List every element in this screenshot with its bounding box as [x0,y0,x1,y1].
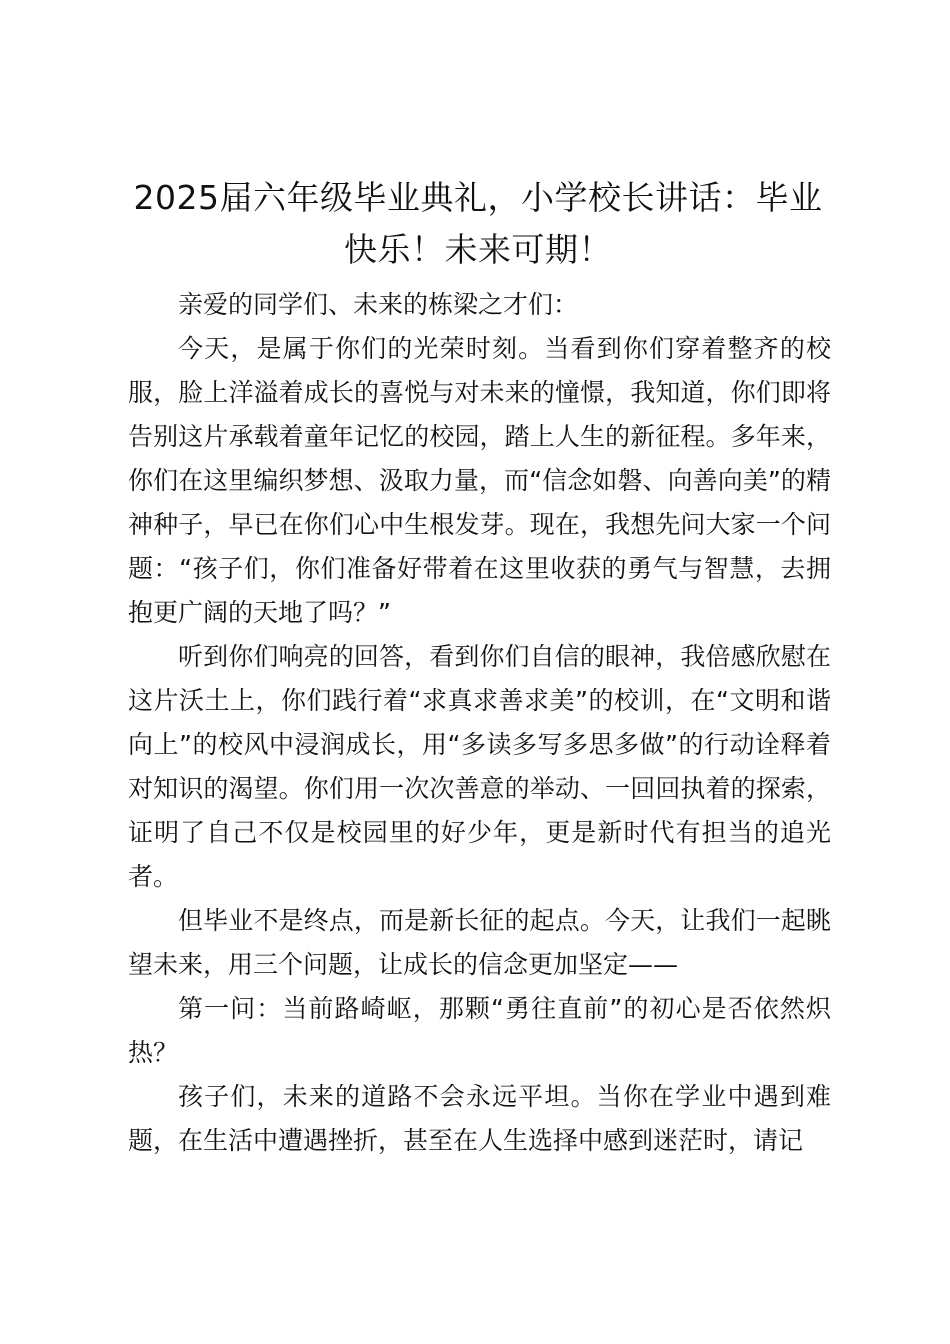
paragraph-advice: 孩子们，未来的道路不会永远平坦。当你在学业中遇到难题，在生活中遭遇挫折，甚至在人生选择中感到迷茫时，请记 [128,1082,831,1155]
paragraph-transition: 但毕业不是终点，而是新长征的起点。今天，让我们一起眺望未来，用三个问题，让成长的信念更加坚定—— [128,906,831,979]
paragraph-first-question: 第一问：当前路崎岖，那颗“勇往直前”的初心是否依然炽热？ [128,994,831,1067]
paragraph-opening: 今天，是属于你们的光荣时刻。当看到你们穿着整齐的校服，脸上洋溢着成长的喜悦与对未来的憧憬，我知道，你们即将告别这片承载着童年记忆的校园，踏上人生的新征程。多年来，你们在这里编织梦想、汲取力量，而“信念如磐、向善向美”的精神种子，早已在你们心中生根发芽。现在，我想先问大家一个问题：“孩子们，你们准备好带着在这里收获的勇气与智慧，去拥抱更广阔的天地了吗？” [128,334,831,627]
paragraph-salutation: 亲爱的同学们、未来的栋梁之才们： [178,290,579,319]
document-body [128,283,831,1163]
document-title: 2025届六年级毕业典礼，小学校长讲话：毕业快乐！未来可期！ [133,178,823,269]
paragraph-praise: 听到你们响亮的回答，看到你们自信的眼神，我倍感欣慰在这片沃土上，你们践行着“求真求善求美”的校训，在“文明和谐向上”的校风中浸润成长，用“多读多写多思多做”的行动诠释着对知识的渴望。你们用一次次善意的举动、一回回执着的探索，证明了自己不仅是校园里的好少年，更是新时代有担当的追光者。 [128,642,831,891]
